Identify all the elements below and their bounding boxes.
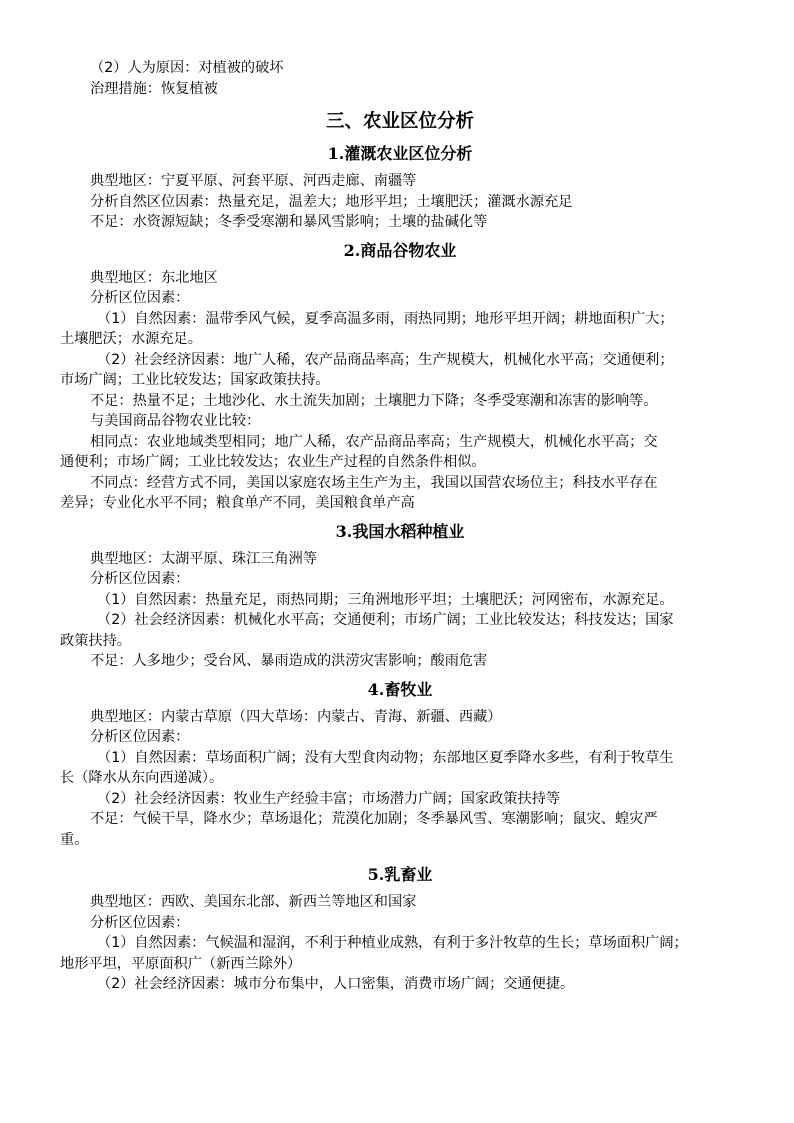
paragraph-line: （2）社会经济因素：城市分布集中，人口密集，消费市场广阔；交通便捷。 bbox=[97, 976, 575, 992]
paragraph-line: 政策扶持。 bbox=[60, 632, 131, 649]
subsection-title-irrigation: 1.灌溉农业区位分析 bbox=[327, 144, 473, 163]
paragraph-line: （1）自然因素：热量充足，雨热同期；三角洲地形平坦；土壤肥沃；河网密布，水源充足。 bbox=[97, 591, 674, 608]
subsection-title-rice: 3.我国水稻种植业 bbox=[335, 521, 465, 541]
paragraph-line: 不足：热量不足；土地沙化、水土流失加剧；土壤肥力下降；冬季受寒潮和冻害的影响等。 bbox=[90, 392, 658, 409]
paragraph-line: 典型地区：太湖平原、珠江三角洲等 bbox=[90, 550, 318, 567]
paragraph-line: 典型地区：西欧、美国东北部、新西兰等地区和国家 bbox=[90, 894, 417, 910]
paragraph-line: （1）自然因素：温带季风气候，夏季高温多雨，雨热同期；地形平坦开阔；耕地面积广大； bbox=[97, 310, 674, 327]
paragraph-line: （2）社会经济因素：机械化水平高；交通便利；市场广阔；工业比较发达；科技发达；国家 bbox=[97, 612, 674, 628]
paragraph-line: 分析区位因素： bbox=[90, 729, 190, 745]
treatment-line: 治理措施：恢复植被 bbox=[90, 80, 218, 97]
paragraph-line: （1）自然因素：气候温和湿润，不利于种植业成熟，有利于多汁牧草的生长；草场面积广阔； bbox=[97, 935, 688, 951]
paragraph-line: 不同点：经营方式不同，美国以家庭农场主生产为主，我国以国营农场位主；科技水平存在 bbox=[90, 474, 658, 491]
paragraph-line: 不足：水资源短缺；冬季受寒潮和暴风雪影响；土壤的盐碱化等 bbox=[90, 214, 488, 230]
subsection-title-grain: 2.商品谷物农业 bbox=[343, 240, 457, 260]
paragraph-line: 分析区位因素： bbox=[90, 914, 190, 931]
paragraph-line: 长（降水从东向西递减）。 bbox=[60, 770, 224, 786]
paragraph-line: 相同点：农业地域类型相同；地广人稀，农产品商品率高；生产规模大，机械化水平高；交 bbox=[90, 433, 658, 450]
paragraph-line: 分析自然区位因素：热量充足，温差大；地形平坦；土壤肥沃；灌溉水源充足 bbox=[90, 193, 573, 210]
section-title: 三、农业区位分析 bbox=[325, 111, 474, 132]
subsection-title-dairy: 5.乳畜业 bbox=[367, 865, 433, 884]
paragraph-line: 分析区位因素： bbox=[90, 290, 190, 306]
paragraph-line: （2）社会经济因素：地广人稀，农产品商品率高；生产规模大，机械化水平高；交通便利； bbox=[97, 351, 674, 368]
paragraph-line: 通便利；市场广阔；工业比较发达；农业生产过程的自然条件相似。 bbox=[60, 454, 486, 470]
paragraph-line: 与美国商品谷物农业比较： bbox=[90, 413, 261, 429]
paragraph-line: 分析区位因素： bbox=[90, 571, 190, 587]
paragraph-line: 典型地区：东北地区 bbox=[90, 269, 218, 286]
paragraph-line: 典型地区：内蒙古草原（四大草场：内蒙古、青海、新疆、西藏） bbox=[90, 708, 502, 725]
paragraph-line: 地形平坦，平原面积广（新西兰除外） bbox=[60, 955, 302, 972]
paragraph-line: 土壤肥沃；水源充足。 bbox=[60, 331, 202, 347]
paragraph-line: 典型地区：宁夏平原、河套平原、河西走廊、南疆等 bbox=[90, 173, 417, 189]
paragraph-line: 不足：气候干旱，降水少；草场退化；荒漠化加剧；冬季暴风雪、寒潮影响；鼠灾、蝗灾严 bbox=[90, 811, 658, 827]
paragraph-line: 差异；专业化水平不同；粮食单产不同，美国粮食单产高 bbox=[60, 495, 415, 511]
paragraph-line: 不足：人多地少；受台风、暴雨造成的洪涝灾害影响；酸雨危害 bbox=[90, 653, 488, 669]
document-page bbox=[60, 58, 740, 995]
paragraph-line: 重。 bbox=[60, 831, 89, 848]
subsection-title-livestock: 4.畜牧业 bbox=[367, 679, 433, 699]
paragraph-line: 市场广阔；工业比较发达；国家政策扶持。 bbox=[60, 372, 330, 388]
paragraph-line: （2）社会经济因素：牧业生产经验丰富；市场潜力广阔；国家政策扶持等 bbox=[97, 790, 561, 807]
human-cause-line: （2）人为原因：对植被的破坏 bbox=[90, 60, 284, 76]
paragraph-line: （1）自然因素：草场面积广阔；没有大型食肉动物；东部地区夏季降水多些，有利于牧草生 bbox=[97, 749, 674, 766]
